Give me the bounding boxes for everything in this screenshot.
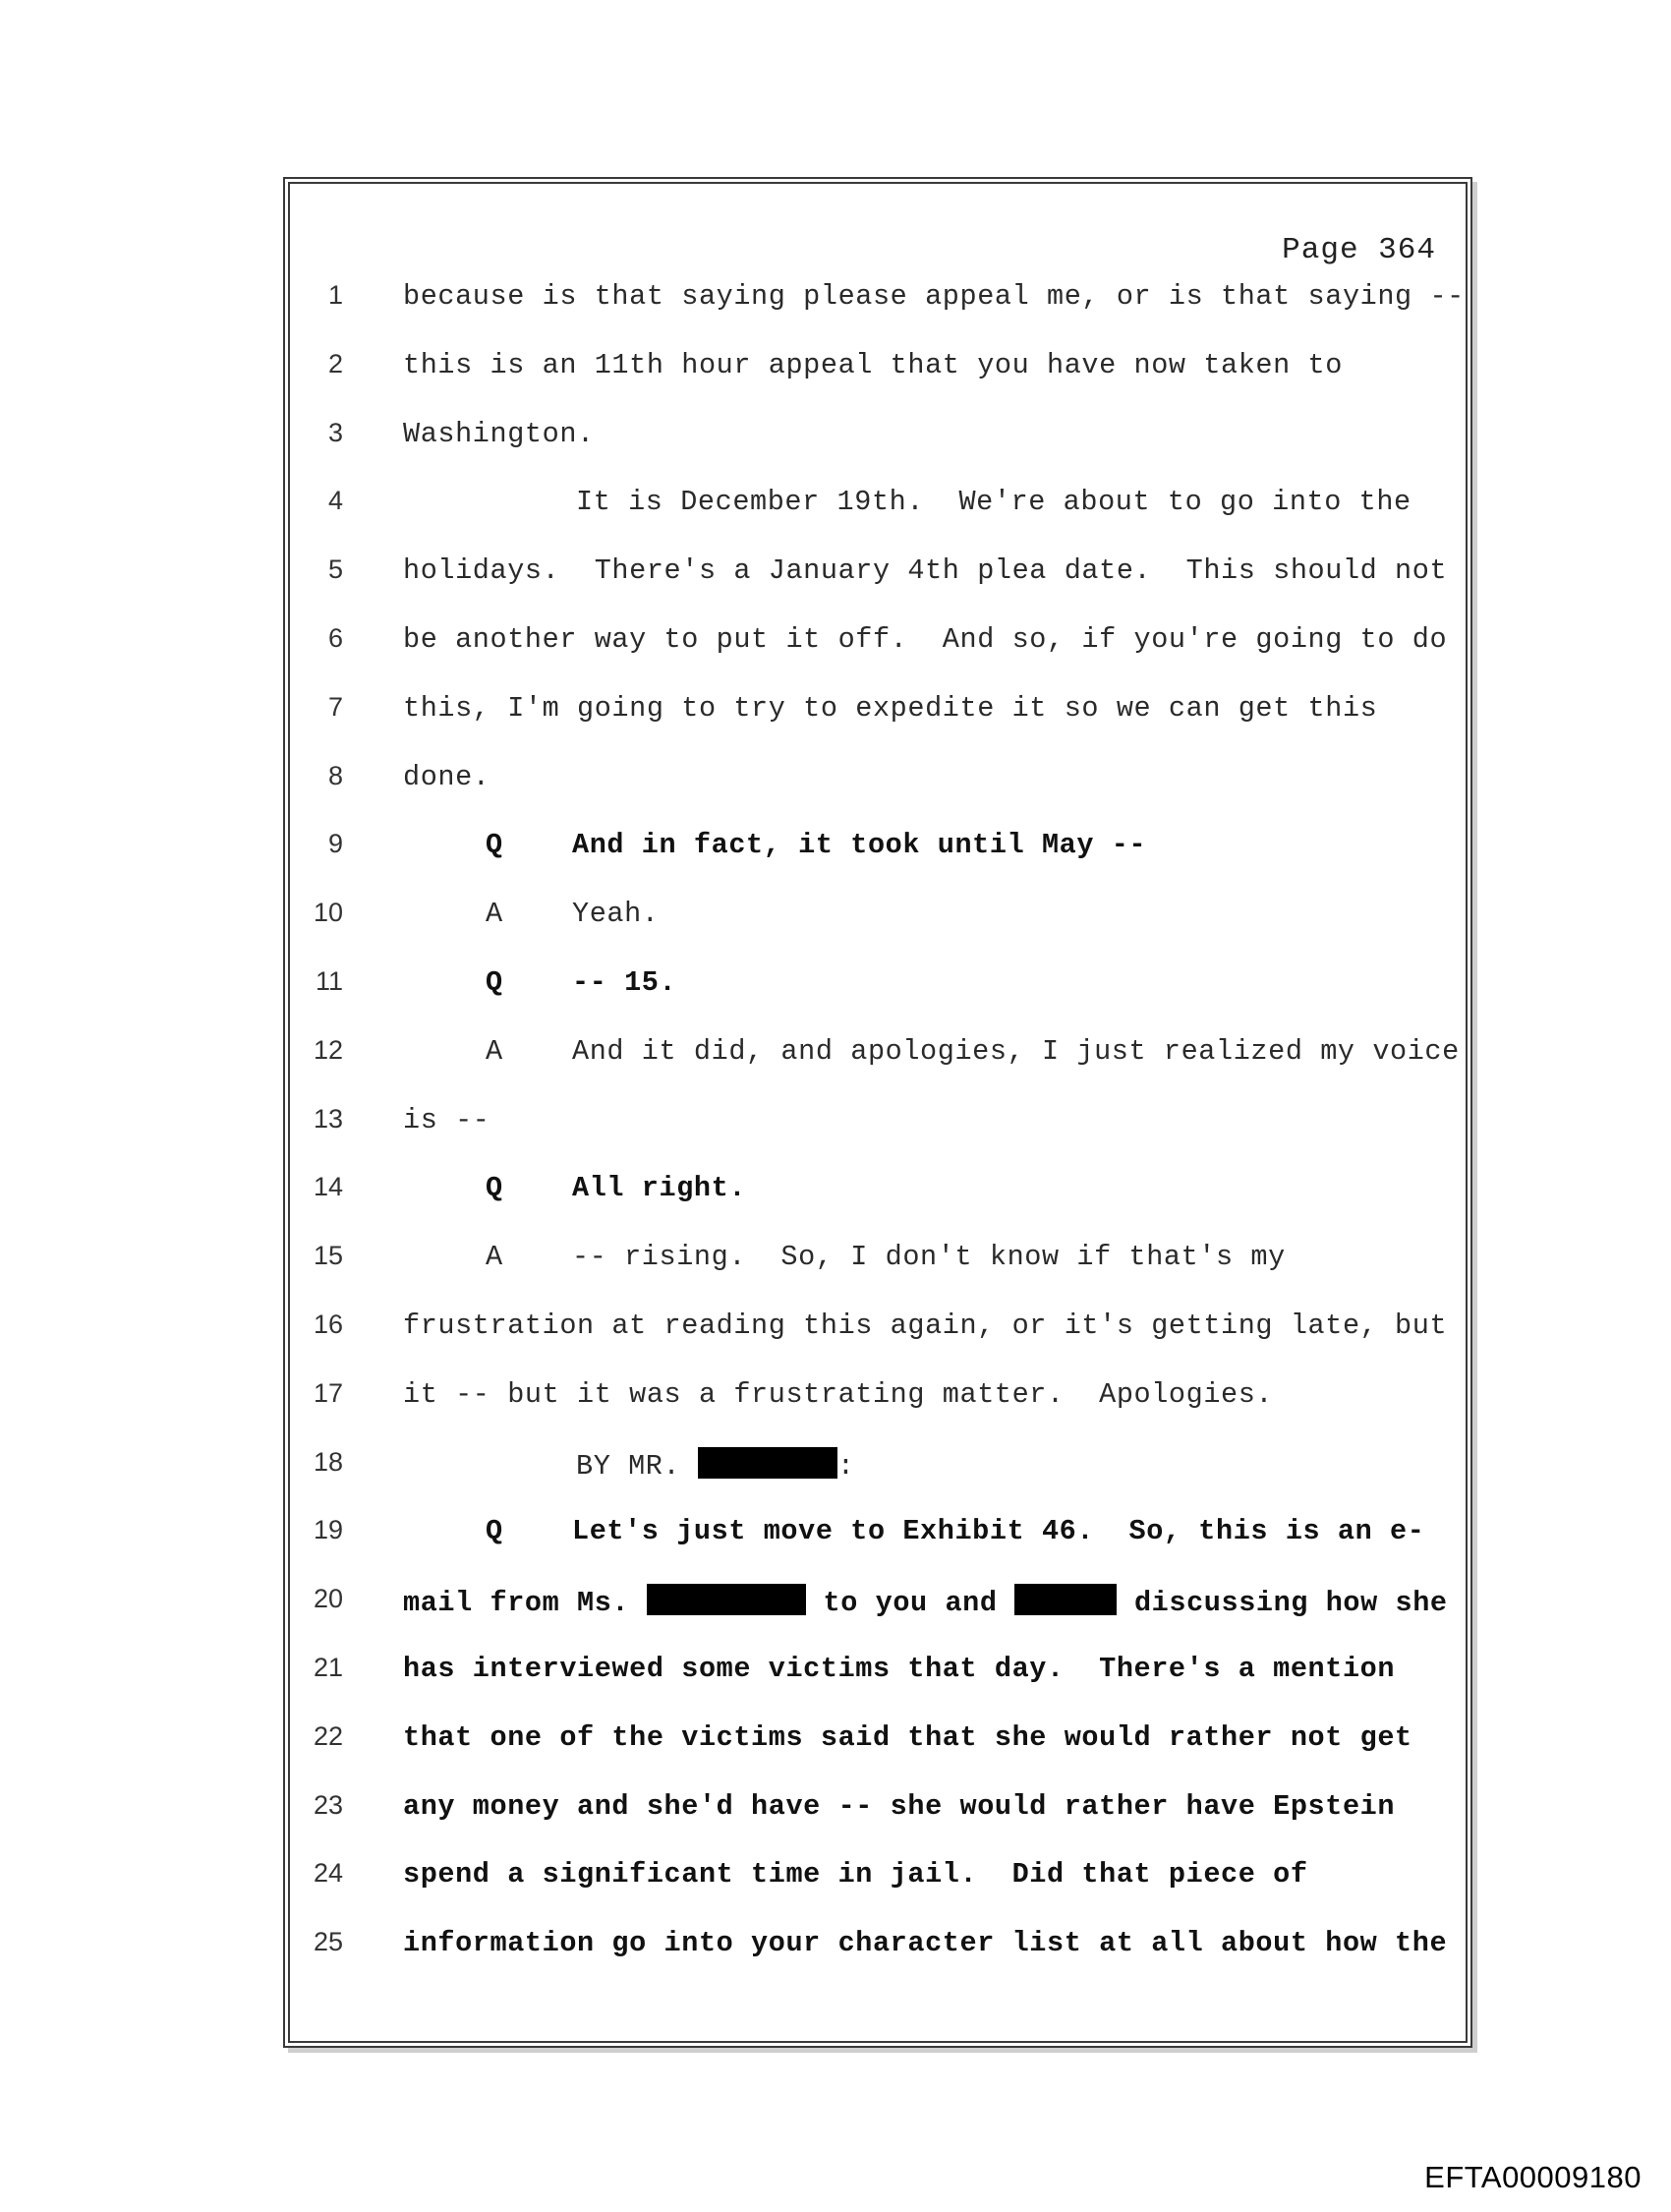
transcript-line bbox=[290, 280, 1466, 349]
line-number: 6 bbox=[327, 622, 343, 653]
transcript-line bbox=[290, 692, 1466, 761]
line-text: any money and she'd have -- she would rather have Epstein bbox=[403, 1789, 1396, 1823]
question-line bbox=[290, 1515, 1466, 1584]
line-text: spend a significant time in jail. Did that piece of bbox=[403, 1858, 1308, 1892]
line-text bbox=[403, 829, 1146, 861]
transcript-line bbox=[290, 349, 1466, 418]
transcript-line bbox=[290, 1858, 1466, 1927]
transcript-line bbox=[290, 1653, 1466, 1721]
line-number: 7 bbox=[327, 691, 343, 722]
speaker-label: A bbox=[486, 1241, 503, 1274]
line-text bbox=[403, 1241, 1286, 1273]
transcript-line bbox=[290, 623, 1466, 692]
transcript-line bbox=[290, 761, 1466, 830]
examiner-prefix: BY MR. bbox=[576, 1449, 698, 1483]
line-content-a: mail from Ms. bbox=[403, 1587, 647, 1620]
line-number: 18 bbox=[313, 1446, 343, 1477]
line-text: Washington. bbox=[403, 417, 595, 450]
line-number: 25 bbox=[313, 1927, 343, 1957]
document-id: EFTA00009180 bbox=[1424, 2160, 1642, 2194]
line-text: it -- but it was a frustrating matter. Apologies. bbox=[403, 1377, 1274, 1411]
speaker-label: Q bbox=[486, 829, 503, 862]
examiner-line bbox=[290, 1447, 1466, 1516]
transcript-page bbox=[283, 177, 1472, 2048]
transcript-line bbox=[290, 486, 1466, 554]
line-text: frustration at reading this again, or it's getting late, but bbox=[403, 1309, 1448, 1342]
line-content: All right. bbox=[572, 1172, 747, 1205]
redaction-block bbox=[698, 1447, 837, 1479]
question-line bbox=[290, 1172, 1466, 1241]
line-number: 9 bbox=[327, 829, 343, 859]
transcript-line bbox=[290, 1584, 1466, 1653]
line-text: is -- bbox=[403, 1103, 490, 1136]
transcript-line bbox=[290, 418, 1466, 487]
line-number: 16 bbox=[313, 1309, 343, 1339]
line-number: 17 bbox=[313, 1377, 343, 1408]
line-content: Yeah. bbox=[572, 898, 660, 931]
line-number: 14 bbox=[313, 1172, 343, 1202]
line-number: 15 bbox=[313, 1241, 343, 1271]
line-number: 13 bbox=[313, 1103, 343, 1134]
line-text: that one of the victims said that she would rather not get bbox=[403, 1720, 1412, 1754]
line-content: It is December 19th. We're about to go into the bbox=[576, 486, 1412, 519]
line-text bbox=[403, 1035, 1460, 1068]
line-text: because is that saying please appeal me, or is that saying -- bbox=[403, 280, 1465, 313]
transcript-lines bbox=[290, 280, 1466, 1996]
examiner-suffix: : bbox=[836, 1449, 855, 1483]
line-text: has interviewed some victims that day. There's a mention bbox=[403, 1652, 1396, 1685]
line-text: done. bbox=[403, 760, 490, 793]
speaker-label: Q bbox=[486, 965, 503, 999]
speaker-label: A bbox=[486, 898, 503, 931]
line-text bbox=[403, 1584, 1448, 1619]
line-text bbox=[403, 1515, 1424, 1547]
line-number: 2 bbox=[327, 348, 343, 378]
answer-line bbox=[290, 1035, 1466, 1104]
line-number: 24 bbox=[313, 1858, 343, 1889]
transcript-line bbox=[290, 554, 1466, 623]
line-text bbox=[403, 898, 660, 930]
line-text bbox=[403, 1447, 855, 1483]
line-number: 23 bbox=[313, 1789, 343, 1820]
line-content: And in fact, it took until May -- bbox=[572, 829, 1147, 862]
line-content: -- 15. bbox=[572, 965, 677, 999]
line-number: 21 bbox=[313, 1652, 343, 1682]
line-text: holidays. There's a January 4th plea date. This should not bbox=[403, 554, 1448, 588]
line-number: 10 bbox=[313, 898, 343, 928]
transcript-line bbox=[290, 1790, 1466, 1859]
line-text: information go into your character list at all about how the bbox=[403, 1927, 1448, 1960]
line-number: 3 bbox=[327, 417, 343, 447]
line-content-c: discussing how she bbox=[1117, 1587, 1448, 1620]
speaker-label: Q bbox=[486, 1172, 503, 1205]
line-number: 22 bbox=[313, 1720, 343, 1751]
line-number: 12 bbox=[313, 1034, 343, 1065]
line-text bbox=[403, 486, 1412, 518]
answer-line bbox=[290, 898, 1466, 966]
line-text bbox=[403, 1172, 746, 1204]
line-number: 19 bbox=[313, 1515, 343, 1545]
line-number: 4 bbox=[327, 486, 343, 516]
line-content: -- rising. So, I don't know if that's my bbox=[572, 1241, 1286, 1274]
line-number: 11 bbox=[315, 965, 343, 996]
line-number: 20 bbox=[313, 1584, 343, 1614]
line-number: 5 bbox=[327, 554, 343, 585]
transcript-line bbox=[290, 1721, 1466, 1790]
line-number: 1 bbox=[327, 280, 343, 310]
question-line bbox=[290, 966, 1466, 1035]
line-text: be another way to put it off. And so, if you're going to do bbox=[403, 622, 1448, 656]
transcript-line bbox=[290, 1927, 1466, 1996]
speaker-label: A bbox=[486, 1034, 503, 1068]
page-number: Page 364 bbox=[1282, 233, 1436, 267]
transcript-line bbox=[290, 1310, 1466, 1378]
line-content: And it did, and apologies, I just realized my voice bbox=[572, 1034, 1460, 1068]
answer-line bbox=[290, 1241, 1466, 1310]
line-content: Let's just move to Exhibit 46. So, this is an e- bbox=[572, 1515, 1425, 1548]
line-text bbox=[403, 966, 676, 999]
redaction-block bbox=[647, 1584, 806, 1615]
transcript-line bbox=[290, 1378, 1466, 1447]
redaction-block bbox=[1014, 1584, 1117, 1615]
question-line bbox=[290, 829, 1466, 898]
line-content-b: to you and bbox=[805, 1587, 1015, 1620]
line-text: this, I'm going to try to expedite it so we can get this bbox=[403, 691, 1378, 725]
speaker-label: Q bbox=[486, 1515, 503, 1548]
transcript-line bbox=[290, 1104, 1466, 1173]
line-number: 8 bbox=[327, 760, 343, 790]
line-text: this is an 11th hour appeal that you have now taken to bbox=[403, 348, 1343, 381]
